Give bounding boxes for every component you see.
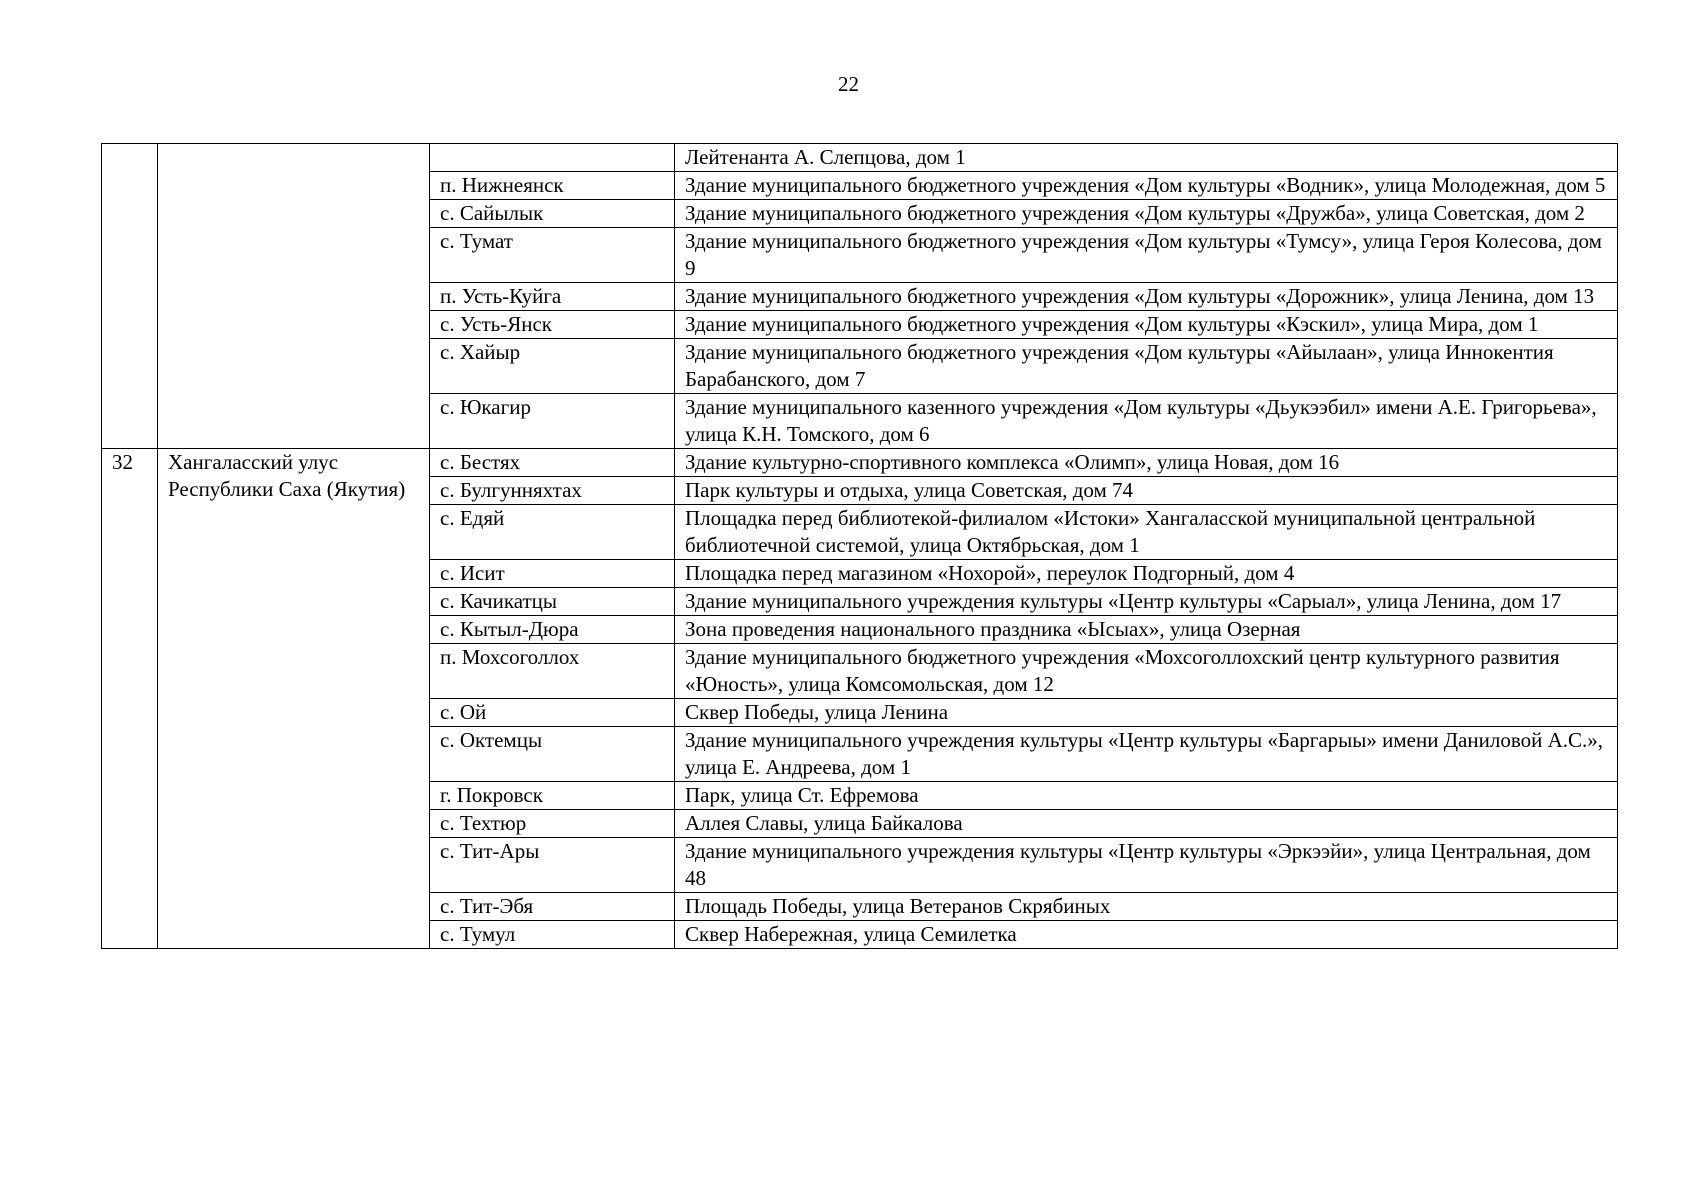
venue-address: Здание муниципального казенного учреждения «Дом культуры «Дьукээбил» имени А.Е. Григорьева», улица К.Н. Томского, дом 6 — [675, 394, 1618, 449]
settlement-name: с. Сайылык — [430, 200, 675, 228]
venue-address: Лейтенанта А. Слепцова, дом 1 — [675, 144, 1618, 172]
settlement-name: п. Усть-Куйга — [430, 283, 675, 311]
settlement-name: с. Тит-Ары — [430, 838, 675, 893]
venue-address: Сквер Победы, улица Ленина — [675, 699, 1618, 727]
venue-address: Здание муниципального учреждения культуры «Центр культуры «Эркээйи», улица Центральная, дом 48 — [675, 838, 1618, 893]
settlement-name: с. Качикатцы — [430, 588, 675, 616]
venues-table — [101, 143, 1618, 949]
settlement-name: с. Ой — [430, 699, 675, 727]
venue-address: Здание муниципального бюджетного учреждения «Дом культуры «Айылаан», улица Иннокентия Барабанского, дом 7 — [675, 339, 1618, 394]
settlement-name: с. Усть-Янск — [430, 311, 675, 339]
table-row — [102, 144, 1618, 172]
venue-address: Здание муниципального бюджетного учреждения «Дом культуры «Водник», улица Молодежная, дом 5 — [675, 172, 1618, 200]
venue-address: Парк, улица Ст. Ефремова — [675, 782, 1618, 810]
venue-address: Площадь Победы, улица Ветеранов Скрябиных — [675, 893, 1618, 921]
settlement-name: с. Булгунняхтах — [430, 477, 675, 505]
row-number: 32 — [102, 449, 158, 949]
settlement-name: с. Тумул — [430, 921, 675, 949]
venue-address: Здание муниципального бюджетного учреждения «Дом культуры «Кэскил», улица Мира, дом 1 — [675, 311, 1618, 339]
venue-address: Парк культуры и отдыха, улица Советская, дом 74 — [675, 477, 1618, 505]
settlement-name: с. Бестях — [430, 449, 675, 477]
settlement-name: с. Тит-Эбя — [430, 893, 675, 921]
table-row — [102, 449, 1618, 477]
settlement-name: с. Исит — [430, 560, 675, 588]
venue-address: Здание муниципального бюджетного учреждения «Дом культуры «Дорожник», улица Ленина, дом 13 — [675, 283, 1618, 311]
district-name: Хангаласский улус Республики Саха (Якутия) — [158, 449, 430, 949]
settlement-name: с. Октемцы — [430, 727, 675, 782]
settlement-name: п. Нижнеянск — [430, 172, 675, 200]
settlement-name — [430, 144, 675, 172]
venue-address: Здание культурно-спортивного комплекса «Олимп», улица Новая, дом 16 — [675, 449, 1618, 477]
page-number: 22 — [838, 72, 859, 96]
venue-address: Здание муниципального учреждения культуры «Центр культуры «Сарыал», улица Ленина, дом 17 — [675, 588, 1618, 616]
settlement-name: п. Мохсоголлох — [430, 644, 675, 699]
settlement-name: с. Техтюр — [430, 810, 675, 838]
venue-address: Аллея Славы, улица Байкалова — [675, 810, 1618, 838]
venue-address: Здание муниципального учреждения культуры «Центр культуры «Баргарыы» имени Даниловой А.С.», улица Е. Андреева, дом 1 — [675, 727, 1618, 782]
venue-address: Здание муниципального бюджетного учреждения «Дом культуры «Тумсу», улица Героя Колесова, дом 9 — [675, 228, 1618, 283]
row-number-cell — [102, 144, 158, 449]
settlement-name: с. Юкагир — [430, 394, 675, 449]
venue-address: Сквер Набережная, улица Семилетка — [675, 921, 1618, 949]
venue-address: Зона проведения национального праздника «Ысыах», улица Озерная — [675, 616, 1618, 644]
venue-address: Здание муниципального бюджетного учреждения «Дом культуры «Дружба», улица Советская, дом 2 — [675, 200, 1618, 228]
district-name-cell — [158, 144, 430, 449]
settlement-name: с. Хайыр — [430, 339, 675, 394]
venue-address: Площадка перед магазином «Нохорой», переулок Подгорный, дом 4 — [675, 560, 1618, 588]
settlement-name: с. Едяй — [430, 505, 675, 560]
settlement-name: с. Кытыл-Дюра — [430, 616, 675, 644]
settlement-name: с. Тумат — [430, 228, 675, 283]
venue-address: Площадка перед библиотекой-филиалом «Истоки» Хангаласской муниципальной центральной библиотечной системой, улица Октябрьская, дом 1 — [675, 505, 1618, 560]
venue-address: Здание муниципального бюджетного учреждения «Мохсоголлохский центр культурного развития «Юность», улица Комсомольская, дом 12 — [675, 644, 1618, 699]
settlement-name: г. Покровск — [430, 782, 675, 810]
